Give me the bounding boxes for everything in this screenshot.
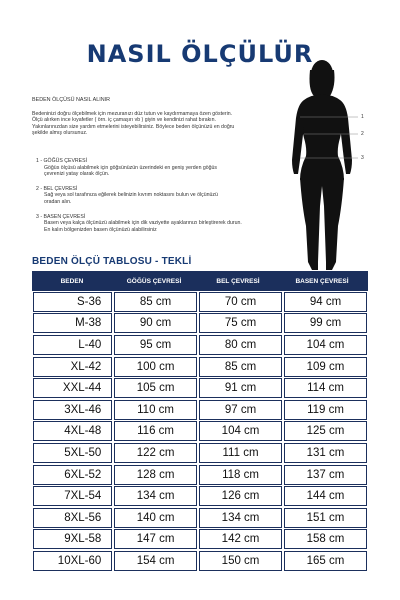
bust-cell: 90 cm [114,313,197,333]
header-size: BEDEN [60,277,84,285]
step-text: Sağ veya sol tarafınıza eğilerek belinizin kıvrım noktasını bulun ve ölçünüzü [44,192,218,199]
step-text: En kalın bölgenizden basen ölçünüzü alabilirsiniz [44,226,157,233]
size-cell: 9XL-58 [33,529,112,549]
table-row [32,334,368,356]
waist-cell: 118 cm [199,465,282,485]
intro-line: Yakınlarınızdan size yardım etmelerini isteyebilirsiniz. Böylece beden ölçünüzü en doğru [32,123,235,130]
hip-cell: 158 cm [284,529,367,549]
waist-cell: 85 cm [199,357,282,377]
waist-cell: 150 cm [199,551,282,571]
hip-cell: 131 cm [284,443,367,463]
size-cell: M-38 [33,313,112,333]
table-row [32,442,368,464]
bust-cell: 105 cm [114,378,197,398]
table-row [32,399,368,421]
step-bust [36,158,276,178]
size-cell: 10XL-60 [33,551,112,571]
table-row [32,550,368,572]
size-cell: S-36 [33,292,112,312]
body-silhouette-figure [286,56,370,280]
size-cell: 3XL-46 [33,400,112,420]
step-waist [36,186,276,206]
header-bust: GÖĞÜS ÇEVRESİ [126,277,182,285]
waist-cell: 70 cm [199,292,282,312]
size-cell: 4XL-48 [33,421,112,441]
hip-cell: 151 cm [284,508,367,528]
hip-cell: 99 cm [284,313,367,333]
table-row [32,291,368,313]
bust-marker: 1 [361,114,364,120]
hip-cell: 165 cm [284,551,367,571]
hip-cell: 137 cm [284,465,367,485]
table-row [32,377,368,399]
woman-silhouette-icon [286,56,370,280]
hip-cell: 144 cm [284,486,367,506]
table-row [32,485,368,507]
size-cell: XXL-44 [33,378,112,398]
waist-cell: 126 cm [199,486,282,506]
size-cell: L-40 [33,335,112,355]
bust-cell: 140 cm [114,508,197,528]
page-title: NASIL ÖLÇÜLÜR [86,40,314,68]
bust-cell: 100 cm [114,357,197,377]
step-text: oradan alın. [44,198,72,205]
header-waist: BEL ÇEVRESİ [216,277,260,285]
bust-cell: 110 cm [114,400,197,420]
intro-line: Ölçü alırken ince kıyafetler ( örn. iç çamaşırı vb ) giyin ve kendinizi rahat bırakın. [32,117,216,124]
step-text: çevrenizi yatay olarak ölçün. [44,171,110,178]
table-row [32,529,368,551]
table-row [32,313,368,335]
step-text: Göğüs ölçüsü alabilmek için göğsünüzün üzerindeki en geniş yerden göğüs [44,164,218,171]
step-title: 2 - BEL ÇEVRESİ [36,185,78,192]
waist-cell: 80 cm [199,335,282,355]
hip-cell: 109 cm [284,357,367,377]
table-row [32,421,368,443]
waist-marker: 2 [361,131,364,137]
waist-cell: 97 cm [199,400,282,420]
bust-cell: 154 cm [114,551,197,571]
step-text: Basen veya kalça ölçünüzü alabilmek için dik vaziyette ayaklarınızı birleştirerek durun. [44,220,242,227]
step-hip [36,214,276,234]
intro-line: Bedeninizi doğru ölçebilmek için mezuranızı düz tutun ve kaydırmamaya özen gösterin. [32,110,233,117]
table-header [32,271,368,291]
size-cell: 6XL-52 [33,465,112,485]
bust-cell: 122 cm [114,443,197,463]
table-row [32,356,368,378]
size-cell: 5XL-50 [33,443,112,463]
waist-cell: 75 cm [199,313,282,333]
intro-section [32,97,272,137]
measurement-steps [36,158,276,241]
size-table-title: BEDEN ÖLÇÜ TABLOSU - TEKLİ [32,256,192,267]
step-title: 3 - BASEN ÇEVRESİ [36,213,86,220]
table-row [32,507,368,529]
waist-cell: 111 cm [199,443,282,463]
header-hip: BASEN ÇEVRESİ [295,277,349,285]
bust-cell: 134 cm [114,486,197,506]
waist-cell: 91 cm [199,378,282,398]
hip-cell: 119 cm [284,400,367,420]
intro-line: şekilde almış olursunuz. [32,130,88,137]
size-cell: XL-42 [33,357,112,377]
bust-cell: 95 cm [114,335,197,355]
bust-cell: 116 cm [114,421,197,441]
bust-cell: 85 cm [114,292,197,312]
waist-cell: 104 cm [199,421,282,441]
waist-cell: 134 cm [199,508,282,528]
bust-cell: 147 cm [114,529,197,549]
step-title: 1 - GÖĞÜS ÇEVRESİ [36,158,88,164]
size-table [32,271,368,572]
hip-cell: 104 cm [284,335,367,355]
size-cell: 8XL-56 [33,508,112,528]
intro-heading: BEDEN ÖLÇÜSÜ NASIL ALINIR [32,97,110,103]
table-body [32,291,368,572]
hip-cell: 94 cm [284,292,367,312]
hip-cell: 125 cm [284,421,367,441]
bust-cell: 128 cm [114,465,197,485]
hip-marker: 3 [361,155,364,161]
waist-cell: 142 cm [199,529,282,549]
size-cell: 7XL-54 [33,486,112,506]
hip-cell: 114 cm [284,378,367,398]
table-row [32,464,368,486]
